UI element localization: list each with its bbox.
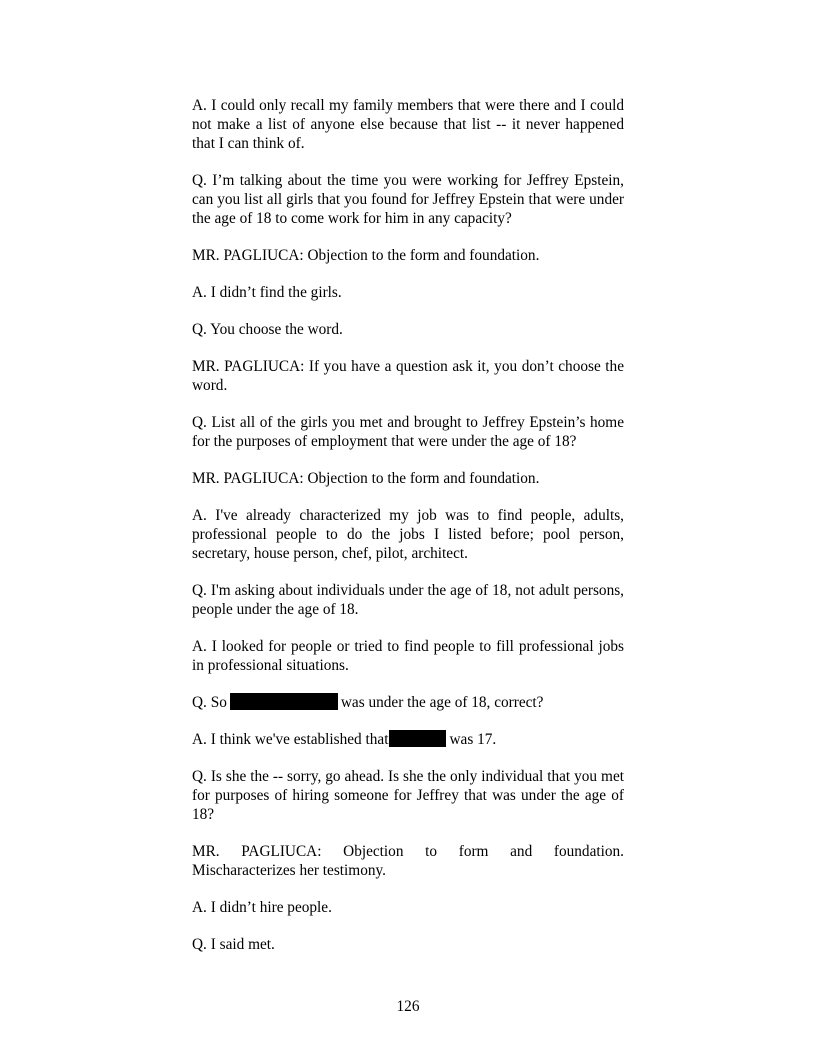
transcript-paragraph: Q. I'm asking about individuals under the age of 18, not adult persons, people under the age of 18. bbox=[192, 582, 624, 618]
redacted-a-before: A. I think we've established that bbox=[192, 731, 389, 748]
redacted-a-after: was 17. bbox=[449, 731, 497, 748]
transcript-paragraph: A. I've already characterized my job was to find people, adults, professional people to do the jobs I listed before; pool person, secretary, house person, chef, pilot, architect. bbox=[192, 507, 624, 562]
redacted-q-after: was under the age of 18, correct? bbox=[340, 694, 544, 711]
transcript-paragraph: MR. PAGLIUCA: Objection to the form and foundation. bbox=[192, 470, 540, 487]
transcript-paragraph: Q. Is she the -- sorry, go ahead. Is she the only individual that you met for purposes of hiring someone for Jeffrey that was under the age of 18? bbox=[192, 768, 624, 823]
transcript-paragraph: Q. I’m talking about the time you were working for Jeffrey Epstein, can you list all girls that you found for Jeffrey Epstein that were under the age of 18 to come work for him in any capacity? bbox=[192, 172, 624, 227]
page-number: 126 bbox=[396, 998, 420, 1015]
transcript-paragraph: Q. You choose the word. bbox=[192, 321, 343, 338]
transcript-paragraph: Q. I said met. bbox=[192, 936, 275, 953]
transcript-paragraph-redacted-question bbox=[192, 693, 624, 712]
redacted-q-before: Q. So bbox=[192, 694, 227, 711]
transcript-paragraph: A. I could only recall my family members that were there and I could not make a list of anyone else because that list -- it never happened that I can think of. bbox=[192, 97, 624, 152]
transcript-paragraph: Q. List all of the girls you met and brought to Jeffrey Epstein’s home for the purposes of employment that were under the age of 18? bbox=[192, 414, 624, 450]
redaction-bar bbox=[230, 693, 338, 710]
transcript-paragraph: MR. PAGLIUCA: Objection to form and foundation. Mischaracterizes her testimony. bbox=[192, 843, 624, 879]
transcript-body bbox=[192, 96, 624, 954]
transcript-paragraph: A. I didn’t hire people. bbox=[192, 899, 332, 916]
transcript-paragraph-redacted-answer bbox=[192, 730, 624, 749]
transcript-paragraph: A. I looked for people or tried to find people to fill professional jobs in professional situations. bbox=[192, 638, 624, 674]
transcript-paragraph: MR. PAGLIUCA: Objection to the form and foundation. bbox=[192, 247, 540, 264]
transcript-paragraph: A. I didn’t find the girls. bbox=[192, 284, 342, 301]
redaction-bar bbox=[389, 730, 446, 747]
transcript-paragraph: MR. PAGLIUCA: If you have a question ask it, you don’t choose the word. bbox=[192, 358, 624, 394]
